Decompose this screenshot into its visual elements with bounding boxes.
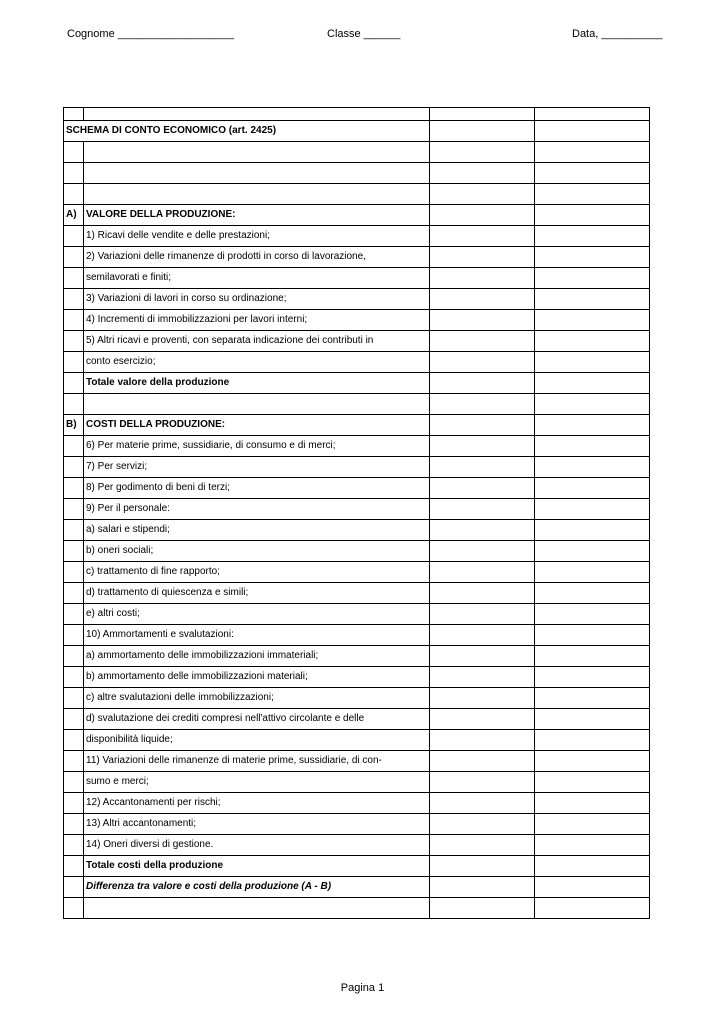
line-item: 2) Variazioni delle rimanenze di prodotti in corso di lavorazione,: [84, 247, 430, 268]
section-a-letter: A): [64, 205, 84, 226]
page-number: Pagina 1: [340, 982, 385, 994]
section-b-heading: COSTI DELLA PRODUZIONE:: [84, 415, 430, 436]
section-a-heading-row: [64, 205, 650, 226]
cognome-field: Cognome ___________________: [67, 28, 234, 40]
line-item: 13) Altri accantonamenti;: [84, 814, 430, 835]
table-row: [64, 457, 650, 478]
line-item: 6) Per materie prime, sussidiarie, di consumo e di merci;: [84, 436, 430, 457]
sub-item: c) trattamento di fine rapporto;: [84, 562, 430, 583]
line-item: 12) Accantonamenti per rischi;: [84, 793, 430, 814]
difference-label: Differenza tra valore e costi della produzione (A - B): [84, 877, 430, 898]
table-row: [64, 835, 650, 856]
line-item: 10) Ammortamenti e svalutazioni:: [84, 625, 430, 646]
line-item: 3) Variazioni di lavori in corso su ordinazione;: [84, 289, 430, 310]
table-row: [64, 814, 650, 835]
table-row: [64, 793, 650, 814]
table-row: [64, 730, 650, 751]
conto-economico-table: [63, 107, 650, 919]
table-row: [64, 394, 650, 415]
table-row: [64, 625, 650, 646]
line-item: 7) Per servizi;: [84, 457, 430, 478]
table-row: [64, 142, 650, 163]
sub-item: b) oneri sociali;: [84, 541, 430, 562]
sub-item: c) altre svalutazioni delle immobilizzazioni;: [84, 688, 430, 709]
line-item: 8) Per godimento di beni di terzi;: [84, 478, 430, 499]
section-b-total-row: [64, 856, 650, 877]
sub-item: a) salari e stipendi;: [84, 520, 430, 541]
table-row: [64, 163, 650, 184]
table-row: [64, 541, 650, 562]
line-item: 5) Altri ricavi e proventi, con separata indicazione dei contributi in: [84, 331, 430, 352]
table-row: [64, 499, 650, 520]
section-a-heading: VALORE DELLA PRODUZIONE:: [84, 205, 430, 226]
line-item-continuation: semilavorati e finiti;: [84, 268, 430, 289]
section-b-total: Totale costi della produzione: [84, 856, 430, 877]
table-row: [64, 268, 650, 289]
line-item-continuation: conto esercizio;: [84, 352, 430, 373]
table-row: [64, 772, 650, 793]
table-row: [64, 331, 650, 352]
table-row: [64, 667, 650, 688]
sub-item: d) trattamento di quiescenza e simili;: [84, 583, 430, 604]
classe-field: Classe ______: [327, 28, 401, 40]
line-item: 4) Incrementi di immobilizzazioni per lavori interni;: [84, 310, 430, 331]
line-item-continuation: disponibilità liquide;: [84, 730, 430, 751]
table-row: [64, 583, 650, 604]
table-row: [64, 352, 650, 373]
section-b-heading-row: [64, 415, 650, 436]
table-row: [64, 226, 650, 247]
sub-item: b) ammortamento delle immobilizzazioni materiali;: [84, 667, 430, 688]
table-row: [64, 898, 650, 919]
line-item: 1) Ricavi delle vendite e delle prestazioni;: [84, 226, 430, 247]
table-row: [64, 604, 650, 625]
sub-item: a) ammortamento delle immobilizzazioni immateriali;: [84, 646, 430, 667]
line-item: 11) Variazioni delle rimanenze di materie prime, sussidiarie, di con-: [84, 751, 430, 772]
line-item: 9) Per il personale:: [84, 499, 430, 520]
line-item: 14) Oneri diversi di gestione.: [84, 835, 430, 856]
table-row: [64, 436, 650, 457]
table-row: [64, 478, 650, 499]
table-row: [64, 310, 650, 331]
table-row: [64, 121, 650, 142]
section-a-total: Totale valore della produzione: [84, 373, 430, 394]
table-title: SCHEMA DI CONTO ECONOMICO (art. 2425): [64, 121, 430, 142]
table-row: [64, 646, 650, 667]
table-row: [64, 289, 650, 310]
table-row: [64, 247, 650, 268]
line-item-continuation: sumo e merci;: [84, 772, 430, 793]
sub-item: d) svalutazione dei crediti compresi nell'attivo circolante e delle: [84, 709, 430, 730]
table-row: [64, 184, 650, 205]
table-row: [64, 562, 650, 583]
table-row: [64, 751, 650, 772]
sub-item: e) altri costi;: [84, 604, 430, 625]
difference-row: [64, 877, 650, 898]
table-row: [64, 709, 650, 730]
table-row: [64, 688, 650, 709]
section-b-letter: B): [64, 415, 84, 436]
section-a-total-row: [64, 373, 650, 394]
table-row: [64, 108, 650, 121]
data-field: Data, __________: [572, 28, 663, 40]
table-row: [64, 520, 650, 541]
